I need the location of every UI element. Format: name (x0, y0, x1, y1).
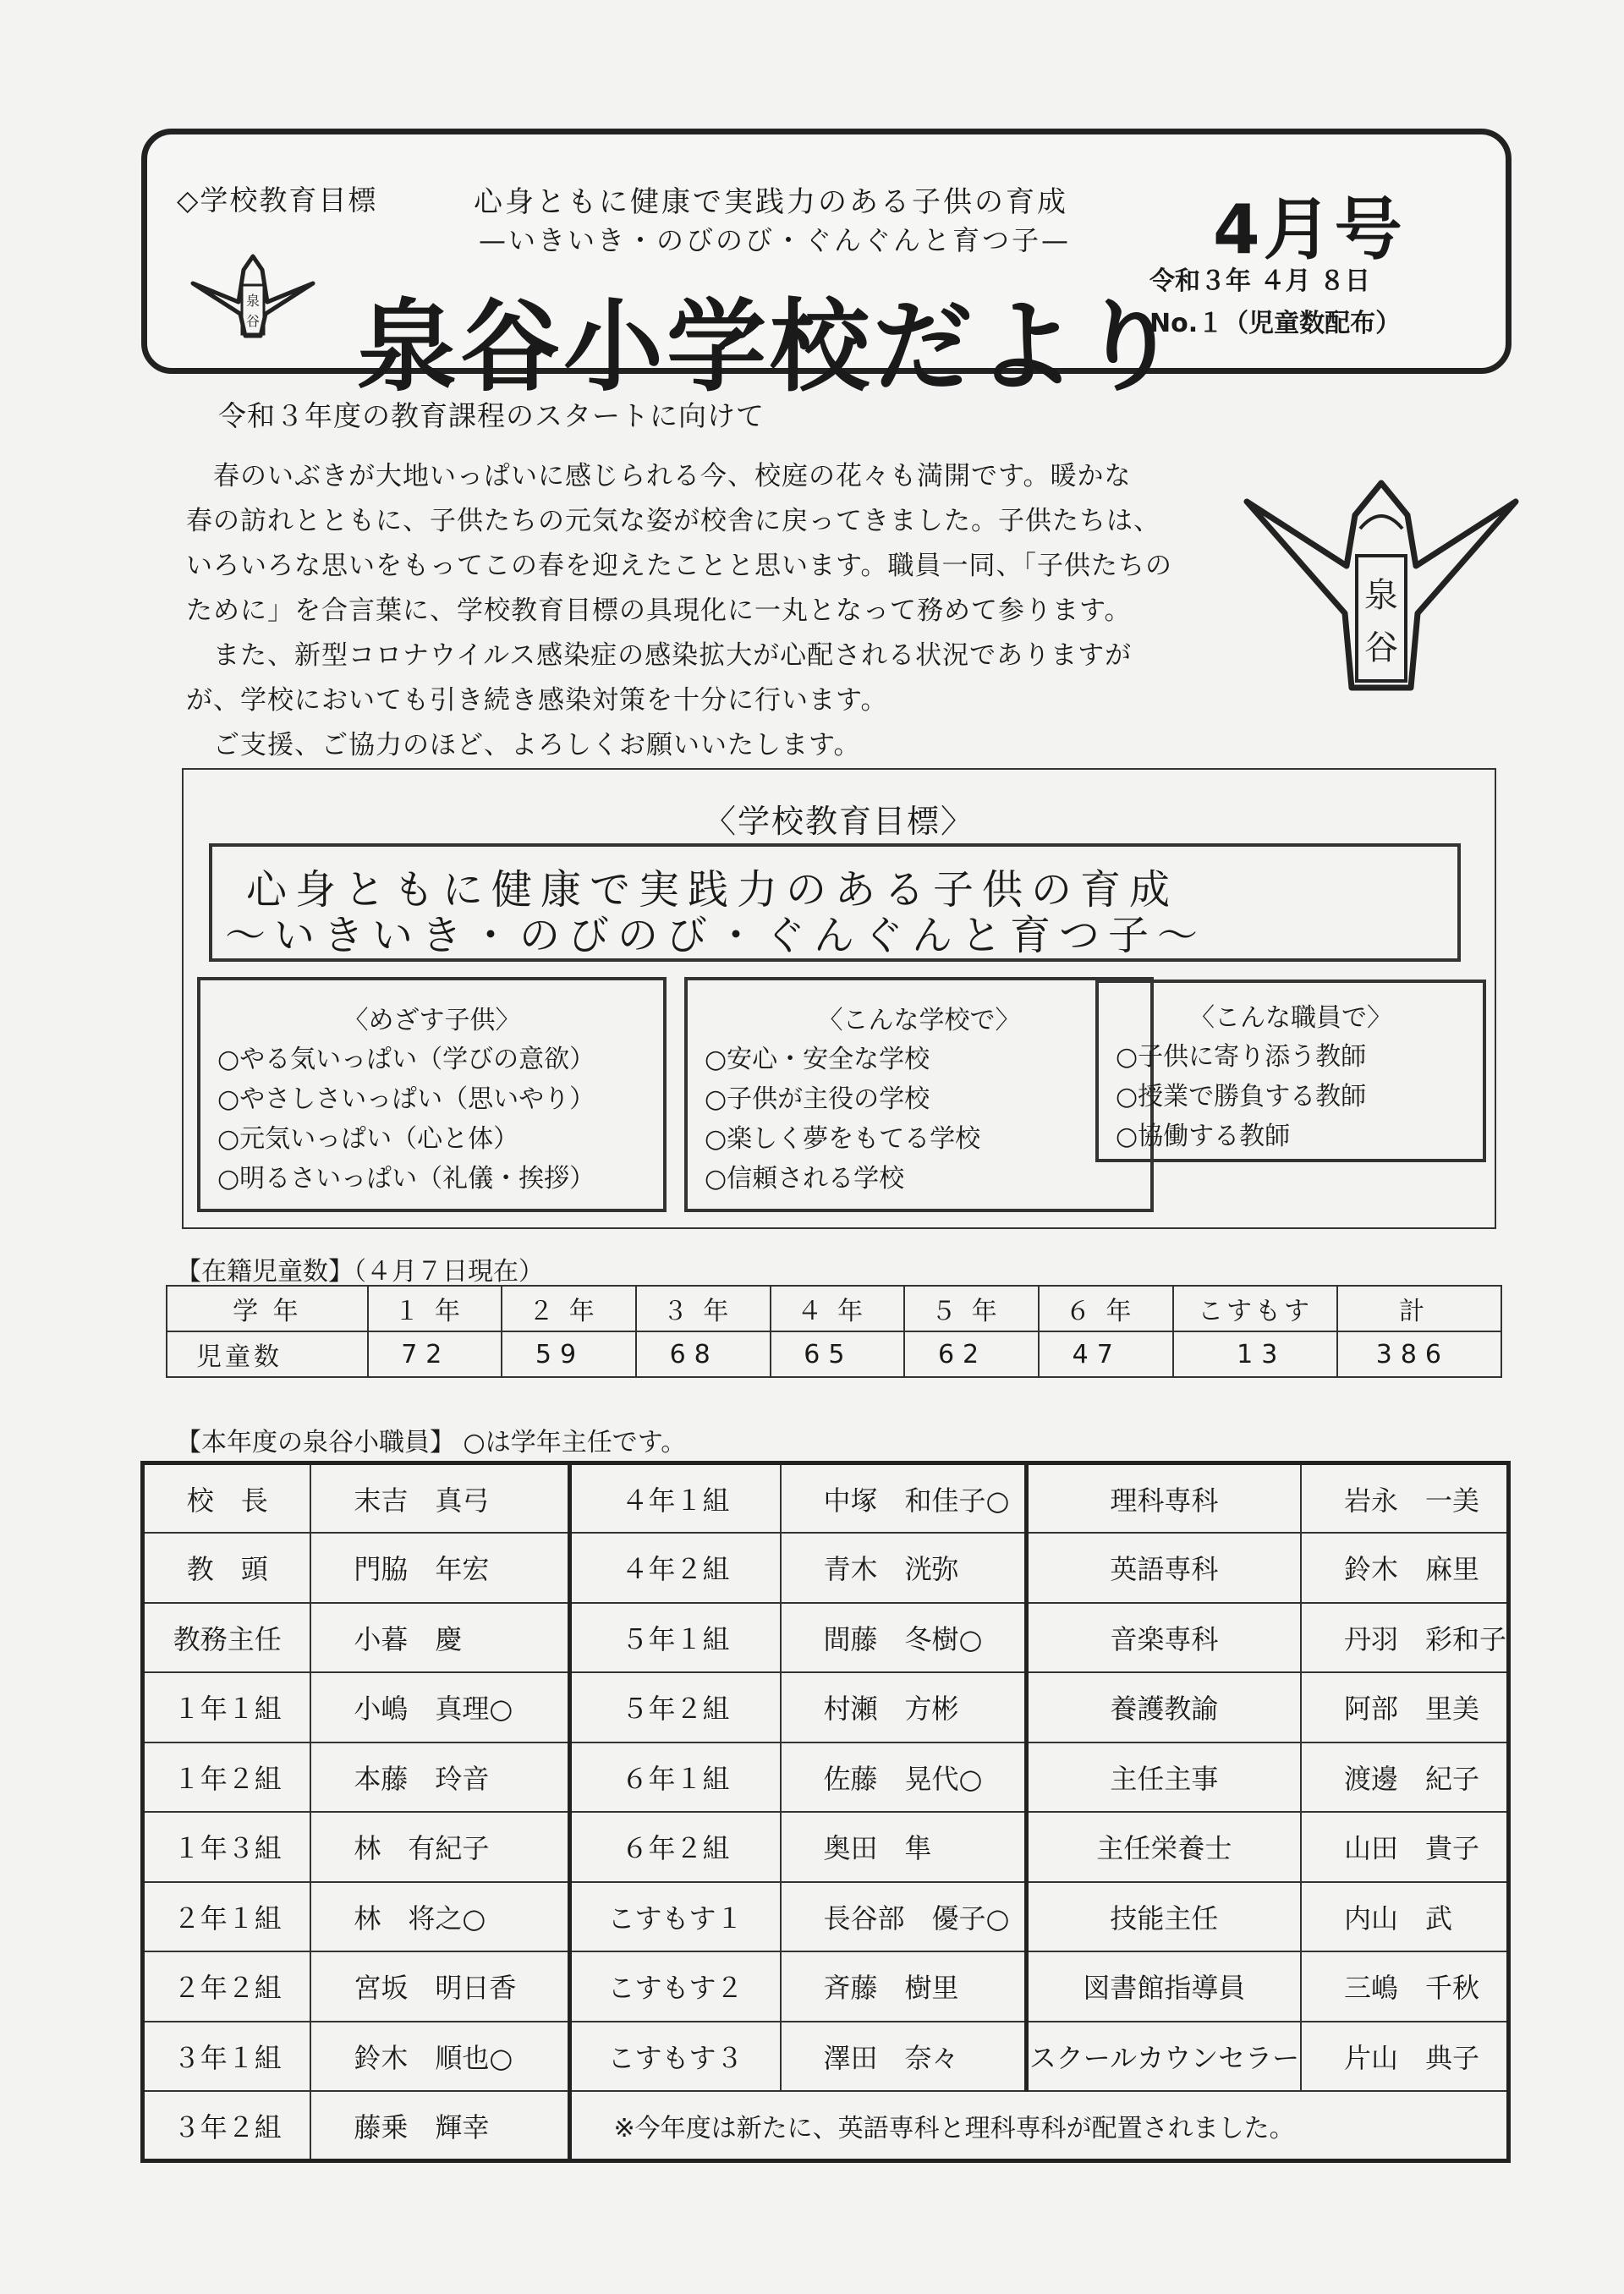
enrollment-header-row (167, 1286, 1501, 1331)
staff-role: 校 長 (143, 1463, 311, 1534)
goal-school-item: ○子供が主役の学校 (705, 1084, 930, 1114)
goals-title: 〈学校教育目標〉 (703, 803, 974, 840)
enrollment-count: 386 (1337, 1331, 1501, 1377)
staff-row (143, 1742, 1509, 1813)
goals-main-statement (209, 843, 1461, 962)
staff-role: 技能主任 (1026, 1882, 1301, 1952)
staff-name: 阿部 里美 (1301, 1672, 1509, 1742)
staff-name: 村瀬 方彬 (781, 1672, 1027, 1742)
intro-line: また、新型コロナウイルス感染症の感染拡大が心配される状況でありますが (186, 640, 1133, 671)
newsletter-header (141, 129, 1512, 405)
staff-name: 佐藤 晃代○ (781, 1742, 1027, 1813)
staff-name: 小嶋 真理○ (310, 1672, 569, 1742)
school-newsletter-title: 泉谷小学校だより (357, 288, 1183, 405)
staff-role: ３年１組 (143, 2022, 311, 2092)
staff-role: 教 頭 (143, 1533, 311, 1603)
staff-name: 澤田 奈々 (781, 2022, 1027, 2092)
staff-name: 門脇 年宏 (310, 1533, 569, 1603)
enrollment-count: 13 (1173, 1331, 1337, 1377)
enrollment-count-row (167, 1331, 1501, 1377)
enrollment-grade: ３年 (636, 1286, 771, 1331)
enrollment-count: 62 (904, 1331, 1039, 1377)
intro-line: いろいろな思いをもってこの春を迎えたことと思います。職員一同、「子供たちの (186, 551, 1173, 581)
staff-note: ※今年度は新たに、英語専科と理科専科が配置されました。 (569, 2091, 1508, 2161)
staff-row (143, 1951, 1509, 2022)
staff-name: 青木 洸弥 (781, 1533, 1027, 1603)
staff-role: ６年１組 (569, 1742, 780, 1813)
staff-row (143, 1672, 1509, 1742)
staff-name: 鈴木 麻里 (1301, 1533, 1509, 1603)
intro-heading: 令和３年度の教育課程のスタートに向けて (218, 399, 765, 432)
staff-role: ５年２組 (569, 1672, 780, 1742)
staff-name: 間藤 冬樹○ (781, 1603, 1027, 1673)
enrollment-count-label: 児童数 (167, 1331, 368, 1377)
goal-school-item: ○楽しく夢をもてる学校 (705, 1124, 981, 1154)
staff-role: 理科専科 (1026, 1463, 1301, 1534)
enrollment-grade: ６年 (1039, 1286, 1173, 1331)
goal-children-item: ○明るさいっぱい（礼儀・挨拶） (217, 1164, 595, 1194)
goals-main-line1: 心身ともに健康で実践力のある子供の育成 (246, 866, 1179, 914)
staff-name: 斉藤 樹里 (781, 1951, 1027, 2022)
staff-name: 三嶋 千秋 (1301, 1951, 1509, 2022)
enrollment-count: 72 (368, 1331, 502, 1377)
staff-row (143, 1882, 1509, 1952)
staff-role: こすもす１ (569, 1882, 780, 1952)
intro-line: ために」を合言葉に、学校教育目標の具現化に一丸となって務めて参ります。 (186, 595, 1132, 626)
staff-name: 小暮 慶 (310, 1603, 569, 1673)
enrollment-grade: 計 (1337, 1286, 1501, 1331)
staff-role: こすもす２ (569, 1951, 780, 2022)
goal-school-item: ○信頼される学校 (705, 1164, 905, 1194)
svg-text:泉: 泉 (245, 293, 261, 309)
staff-name: 長谷部 優子○ (781, 1882, 1027, 1952)
enrollment-count: 65 (771, 1331, 905, 1377)
goal-line1: 心身ともに健康で実践力のある子供の育成 (474, 185, 1068, 219)
staff-row (143, 1812, 1509, 1882)
staff-name: 末吉 真弓 (310, 1463, 569, 1534)
svg-text:谷: 谷 (1364, 628, 1398, 667)
staff-row (143, 2022, 1509, 2092)
intro-line: 春のいぶきが大地いっぱいに感じられる今、校庭の花々も満開です。暖かな (186, 461, 1132, 491)
staff-name: 丹羽 彩和子 (1301, 1603, 1509, 1673)
staff-role: スクールカウンセラー (1026, 2022, 1301, 2092)
staff-role: 音楽専科 (1026, 1603, 1301, 1673)
issue-number: No.１（児童数配布） (1149, 309, 1402, 338)
staff-role: ２年１組 (143, 1882, 311, 1952)
enrollment-header-label: 学 年 (167, 1286, 368, 1331)
staff-role: ５年１組 (569, 1603, 780, 1673)
goal-children-item: ○やさしさいっぱい（思いやり） (217, 1084, 595, 1114)
staff-name: 宮坂 明日香 (310, 1951, 569, 2022)
staff-role: 図書館指導員 (1026, 1951, 1301, 2022)
school-emblem-large-icon (1242, 478, 1521, 694)
staff-name: 林 将之○ (310, 1882, 569, 1952)
enrollment-grade: ４年 (771, 1286, 905, 1331)
staff-role: ４年２組 (569, 1533, 780, 1603)
staff-name: 渡邊 紀子 (1301, 1742, 1509, 1813)
enrollment-table (166, 1285, 1502, 1378)
enrollment-grade: １年 (368, 1286, 502, 1331)
enrollment-count: 68 (636, 1331, 771, 1377)
goal-staff-item: ○子供に寄り添う教師 (1116, 1042, 1367, 1072)
goal-children-box (197, 977, 667, 1212)
goal-staff-item: ○協働する教師 (1116, 1122, 1291, 1151)
staff-row (143, 1533, 1509, 1603)
goal-children-item: ○元気いっぱい（心と体） (217, 1124, 519, 1154)
staff-name: 鈴木 順也○ (310, 2022, 569, 2092)
staff-row (143, 1603, 1509, 1673)
staff-name: 藤乗 輝幸 (310, 2091, 569, 2161)
goal-children-heading: 〈めざす子供〉 (343, 1006, 521, 1035)
staff-heading: 【本年度の泉谷小職員】 ○は学年主任です。 (176, 1428, 687, 1457)
school-goals-box (182, 768, 1496, 1229)
staff-name: 本藤 玲音 (310, 1742, 569, 1813)
goal-staff-item: ○授業で勝負する教師 (1116, 1082, 1367, 1111)
staff-role: ３年２組 (143, 2091, 311, 2161)
staff-name: 山田 貴子 (1301, 1812, 1509, 1882)
staff-role: 主任栄養士 (1026, 1812, 1301, 1882)
issue-month: 4月号 (1213, 190, 1406, 269)
enrollment-count: 47 (1039, 1331, 1173, 1377)
staff-row (143, 2091, 1509, 2161)
staff-role: １年３組 (143, 1812, 311, 1882)
enrollment-grade: ５年 (904, 1286, 1039, 1331)
staff-name: 林 有紀子 (310, 1812, 569, 1882)
svg-text:谷: 谷 (245, 313, 261, 329)
goal-school-item: ○安心・安全な学校 (705, 1045, 930, 1074)
goal-staff-box (1095, 980, 1486, 1162)
intro-line: が、学校においても引き続き感染対策を十分に行います。 (186, 685, 888, 716)
staff-table-body (143, 1463, 1509, 2161)
staff-role: 養護教諭 (1026, 1672, 1301, 1742)
staff-role: こすもす３ (569, 2022, 780, 2092)
intro-line: ご支援、ご協力のほど、よろしくお願いいたします。 (186, 730, 861, 760)
staff-name: 奥田 隼 (781, 1812, 1027, 1882)
staff-role: 英語専科 (1026, 1533, 1301, 1603)
staff-role: ４年１組 (569, 1463, 780, 1534)
staff-role: 教務主任 (143, 1603, 311, 1673)
goal-school-heading: 〈こんな学校で〉 (817, 1006, 1021, 1035)
staff-row (143, 1463, 1509, 1534)
enrollment-heading: 【在籍児童数】（４月７日現在） (176, 1257, 544, 1287)
enrollment-count: 59 (502, 1331, 636, 1377)
staff-name: 片山 典子 (1301, 2022, 1509, 2092)
staff-role: ６年２組 (569, 1812, 780, 1882)
staff-role: 主任主事 (1026, 1742, 1301, 1813)
staff-name: 中塚 和佳子○ (781, 1463, 1027, 1534)
staff-name: 岩永 一美 (1301, 1463, 1509, 1534)
svg-text:泉: 泉 (1364, 576, 1398, 615)
goal-line2: —いきいき・のびのび・ぐんぐんと育つ子— (479, 224, 1072, 256)
staff-role: ２年２組 (143, 1951, 311, 2022)
goal-school-box (684, 977, 1154, 1212)
goal-children-item: ○やる気いっぱい（学びの意欲） (217, 1045, 595, 1074)
goal-label: ◇学校教育目標 (177, 184, 378, 217)
staff-role: １年１組 (143, 1672, 311, 1742)
intro-line: 春の訪れとともに、子供たちの元気な姿が校舎に戻ってきました。子供たちは、 (186, 506, 1160, 536)
enrollment-grade: ２年 (502, 1286, 636, 1331)
staff-table (140, 1461, 1511, 2163)
goal-staff-heading: 〈こんな職員で〉 (1189, 1003, 1392, 1033)
enrollment-grade: こすもす (1173, 1286, 1337, 1331)
goals-main-line2: 〜いきいき・のびのび・ぐんぐんと育つ子〜 (225, 912, 1207, 959)
staff-role: １年２組 (143, 1742, 311, 1813)
school-emblem-icon (189, 251, 316, 343)
intro-text (186, 454, 1252, 768)
issue-date: 令和３年 ４月 ８日 (1149, 266, 1370, 296)
staff-name: 内山 武 (1301, 1882, 1509, 1952)
